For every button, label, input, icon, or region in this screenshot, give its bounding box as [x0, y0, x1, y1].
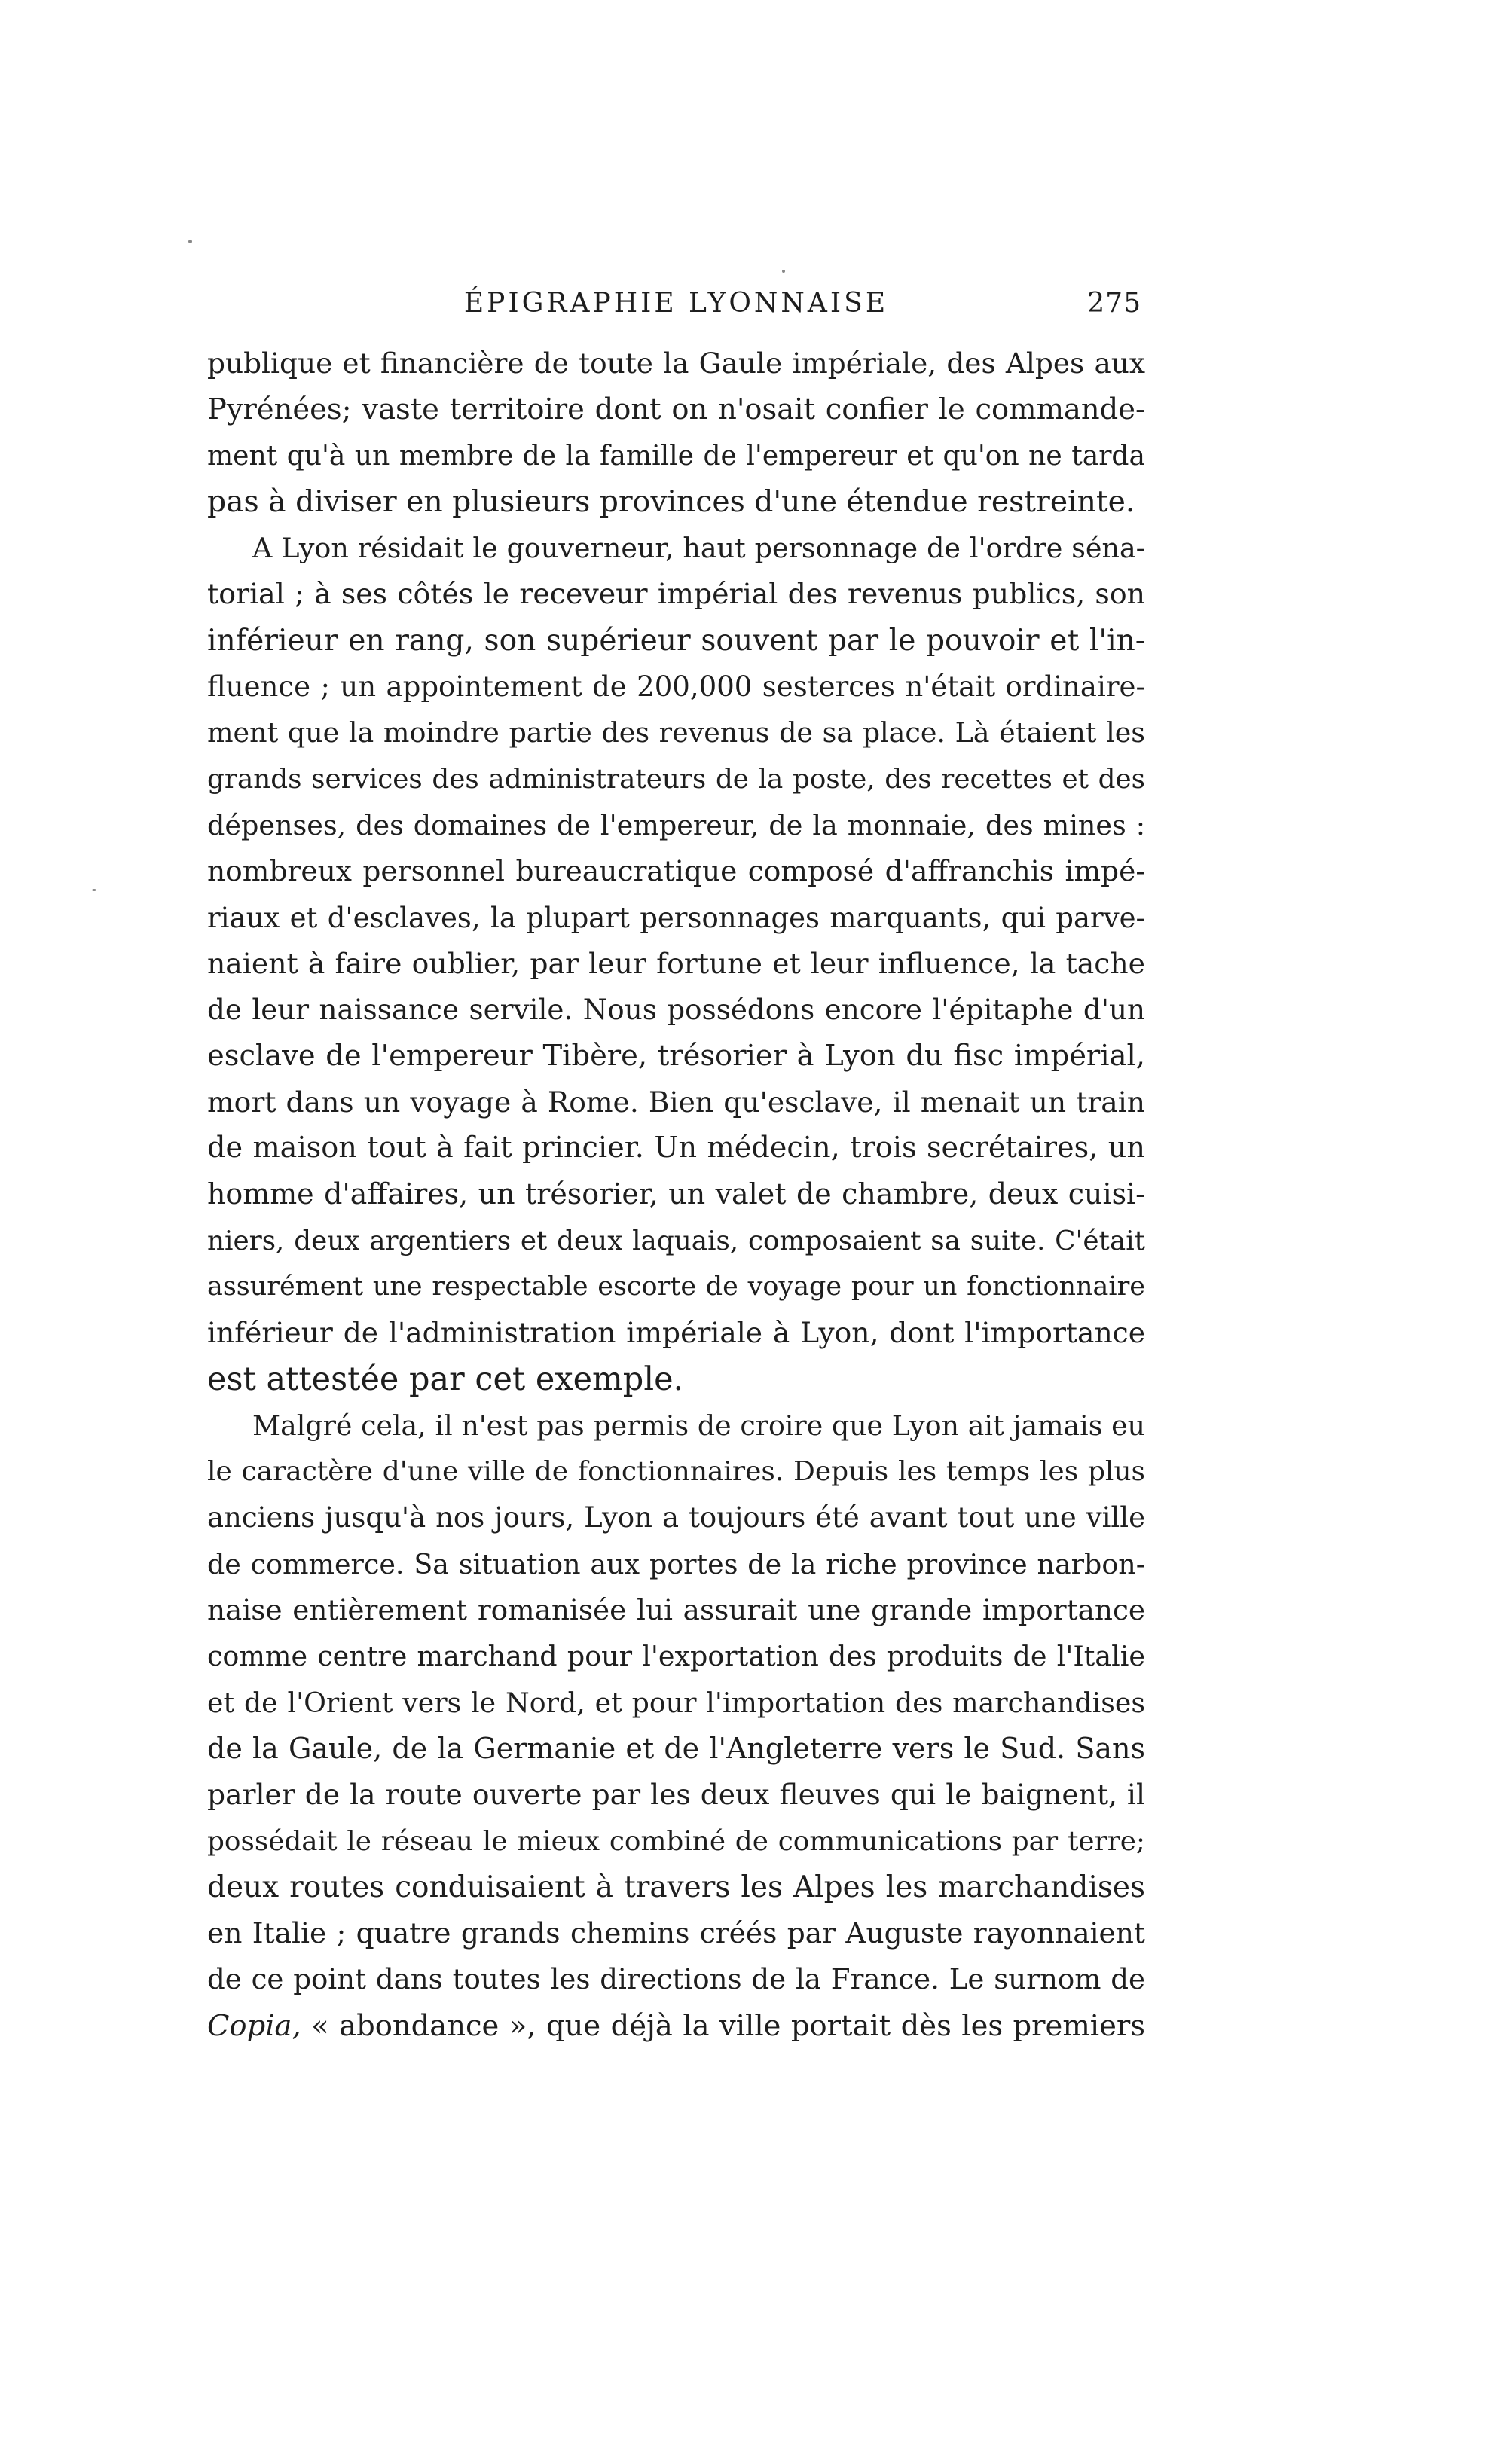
running-head [211, 288, 1141, 333]
text-line: publique et financière de toute la Gaule impériale, des Alpes aux [207, 347, 1145, 380]
text-line: torial ; à ses côtés le receveur impérial des revenus publics, son [207, 577, 1145, 611]
text-line: est attestée par cet exemple. [207, 1360, 684, 1398]
text-line: riaux et d'esclaves, la plupart personnages marquants, qui parve- [207, 901, 1145, 934]
text-line: anciens jusqu'à nos jours, Lyon a toujours été avant tout une ville [207, 1501, 1145, 1534]
speck-mark [782, 270, 785, 273]
text-line: pas à diviser en plusieurs provinces d'une étendue restreinte. [207, 484, 1135, 519]
text-line: possédait le réseau le mieux combiné de communications par terre; [207, 1825, 1145, 1857]
speck-mark [92, 889, 96, 891]
page-number: 275 [1087, 288, 1141, 319]
body-text [207, 340, 1145, 2049]
text-line: ment que la moindre partie des revenus de sa place. Là étaient les [207, 716, 1145, 750]
running-title: ÉPIGRAPHIE LYONNAISE [463, 288, 889, 319]
text-line: ment qu'à un membre de la famille de l'empereur et qu'on ne tarda [207, 439, 1145, 472]
text-line: de commerce. Sa situation aux portes de la riche province narbon- [207, 1547, 1145, 1580]
text-line: A Lyon résidait le gouverneur, haut personnage de l'ordre séna- [252, 532, 1145, 565]
speck-mark [188, 240, 192, 243]
text-line: inférieur en rang, son supérieur souvent par le pouvoir et l'in- [207, 623, 1145, 658]
text-line: de leur naissance servile. Nous possédons encore l'épitaphe d'un [207, 993, 1145, 1027]
text-line: homme d'affaires, un trésorier, un valet de chambre, deux cuisi- [207, 1177, 1145, 1211]
text-line-final [207, 2003, 1145, 2049]
text-line: grands services des administrateurs de la poste, des recettes et des [207, 763, 1145, 795]
text-line: naise entièrement romanisée lui assurait une grande importance [207, 1593, 1145, 1627]
text-line: le caractère d'une ville de fonctionnaires. Depuis les temps les plus [207, 1456, 1145, 1488]
text-line: inférieur de l'administration impériale à Lyon, dont l'importance [207, 1316, 1145, 1350]
text-line: en Italie ; quatre grands chemins créés par Auguste rayonnaient [207, 1916, 1145, 1950]
text-line: comme centre marchand pour l'exportation des produits de l'Italie [207, 1640, 1145, 1673]
text-line: de la Gaule, de la Germanie et de l'Angleterre vers le Sud. Sans [207, 1731, 1145, 1765]
text-line: parler de la route ouverte par les deux fleuves qui le baignent, il [207, 1778, 1145, 1812]
text-line: de ce point dans toutes les directions de la France. Le surnom de [207, 1963, 1145, 1996]
text-line: nombreux personnel bureaucratique composé d'affranchis impé- [207, 854, 1145, 888]
text-line: deux routes conduisaient à travers les Alpes les marchandises [207, 1870, 1145, 1904]
text-line: Malgré cela, il n'est pas permis de croire que Lyon ait jamais eu [252, 1409, 1145, 1442]
text-line: et de l'Orient vers le Nord, et pour l'importation des marchandises [207, 1686, 1145, 1719]
text-line: mort dans un voyage à Rome. Bien qu'esclave, il menait un train [207, 1085, 1145, 1119]
text-line: fluence ; un appointement de 200,000 sesterces n'était ordinaire- [207, 670, 1145, 704]
text-line: esclave de l'empereur Tibère, trésorier à Lyon du fisc impérial, [207, 1039, 1145, 1073]
text-line: dépenses, des domaines de l'empereur, de la monnaie, des mines : [207, 808, 1145, 841]
italic-word-copia: Copia, [207, 2008, 301, 2043]
text-line: naient à faire oublier, par leur fortune et leur influence, la tache [207, 946, 1145, 980]
text-line: niers, deux argentiers et deux laquais, composaient sa suite. C'était [207, 1225, 1145, 1256]
final-line-rest: « abondance », que déjà la ville portait dès les premiers [301, 2008, 1145, 2043]
text-line: Pyrénées; vaste territoire dont on n'osait confier le commande- [207, 392, 1145, 427]
text-line: assurément une respectable escorte de voyage pour un fonctionnaire [207, 1271, 1145, 1302]
text-line: de maison tout à fait princier. Un médecin, trois secrétaires, un [207, 1131, 1145, 1165]
